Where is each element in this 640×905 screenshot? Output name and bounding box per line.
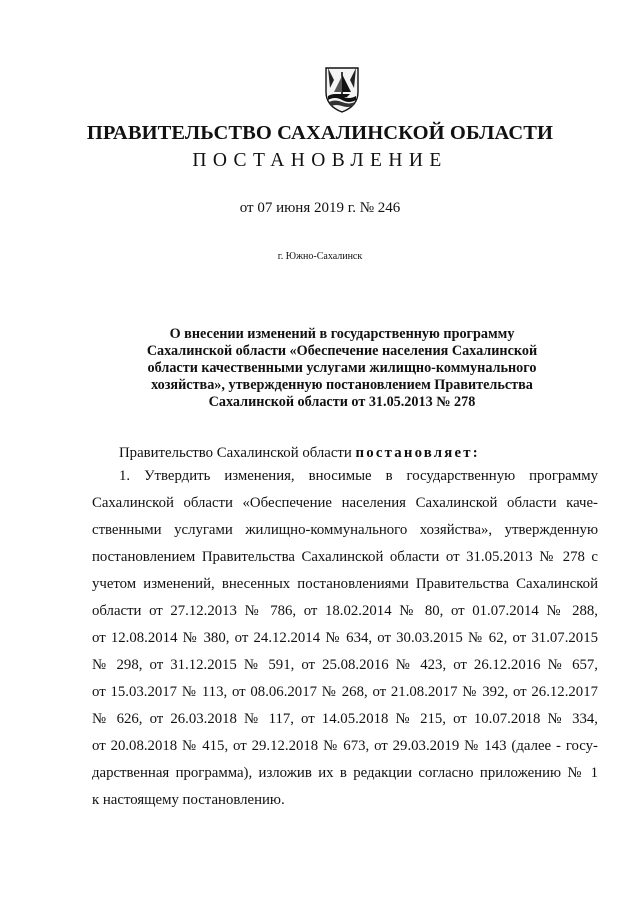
subject-line: хозяйства», утвержденную постановлением Правительства [151,377,533,393]
paragraph-line: от 12.08.2014 № 380, от 24.12.2014 № 634, от 30.03.2015 № 62, от 31.07.2015 [92,630,598,646]
document-type: ПОСТАНОВЛЕНИЕ [192,150,448,171]
intro-text: Правительство Сахалинской области [119,445,352,461]
paragraph-line: к настоящему постановлению. [92,792,285,808]
paragraph-line: области от 27.12.2013 № 786, от 18.02.2014 № 80, от 01.07.2014 № 288, [92,603,598,619]
organization-title: ПРАВИТЕЛЬСТВО САХАЛИНСКОЙ ОБЛАСТИ [86,122,554,144]
subject-line: Сахалинской области от 31.05.2013 № 278 [208,394,476,410]
paragraph-line: ственными услугами жилищно-коммунального хозяйства», утвержденную [92,522,598,538]
intro-verb: постановляет: [355,445,480,461]
paragraph-line: № 626, от 26.03.2018 № 117, от 14.05.2018 № 215, от 10.07.2018 № 334, [92,711,598,727]
paragraph-line: постановлением Правительства Сахалинской области от 31.05.2013 № 278 с [92,549,598,565]
subject-line: области качественными услугами жилищно-коммунального [147,360,537,376]
paragraph-line: учетом изменений, внесенных постановлениями Правительства Сахалинской [92,576,598,592]
paragraph-line: дарственная программа), изложив их в редакции согласно приложению № 1 [92,765,598,781]
document-city: г. Южно-Сахалинск [277,251,363,262]
subject-line: О внесении изменений в государственную программу [169,326,515,342]
document-subject [100,326,584,411]
paragraph-line: от 15.03.2017 № 113, от 08.06.2017 № 268, от 21.08.2017 № 392, от 26.12.2017 [92,684,598,700]
paragraph-line: Сахалинской области «Обеспечение населения Сахалинской области каче- [92,495,598,511]
paragraph-line: от 20.08.2018 № 415, от 29.12.2018 № 673, от 29.03.2019 № 143 (далее - госу- [92,738,598,754]
paragraph-line: 1. Утвердить изменения, вносимые в государственную программу [119,468,598,484]
subject-line: Сахалинской области «Обеспечение населения Сахалинской [146,343,538,359]
resolution-intro [119,445,598,465]
document-date-number: от 07 июня 2019 г. № 246 [239,200,401,216]
paragraph-line: № 298, от 31.12.2015 № 591, от 25.08.2016 № 423, от 26.12.2016 № 657, [92,657,598,673]
sakhalin-coat-of-arms-icon [322,62,362,114]
